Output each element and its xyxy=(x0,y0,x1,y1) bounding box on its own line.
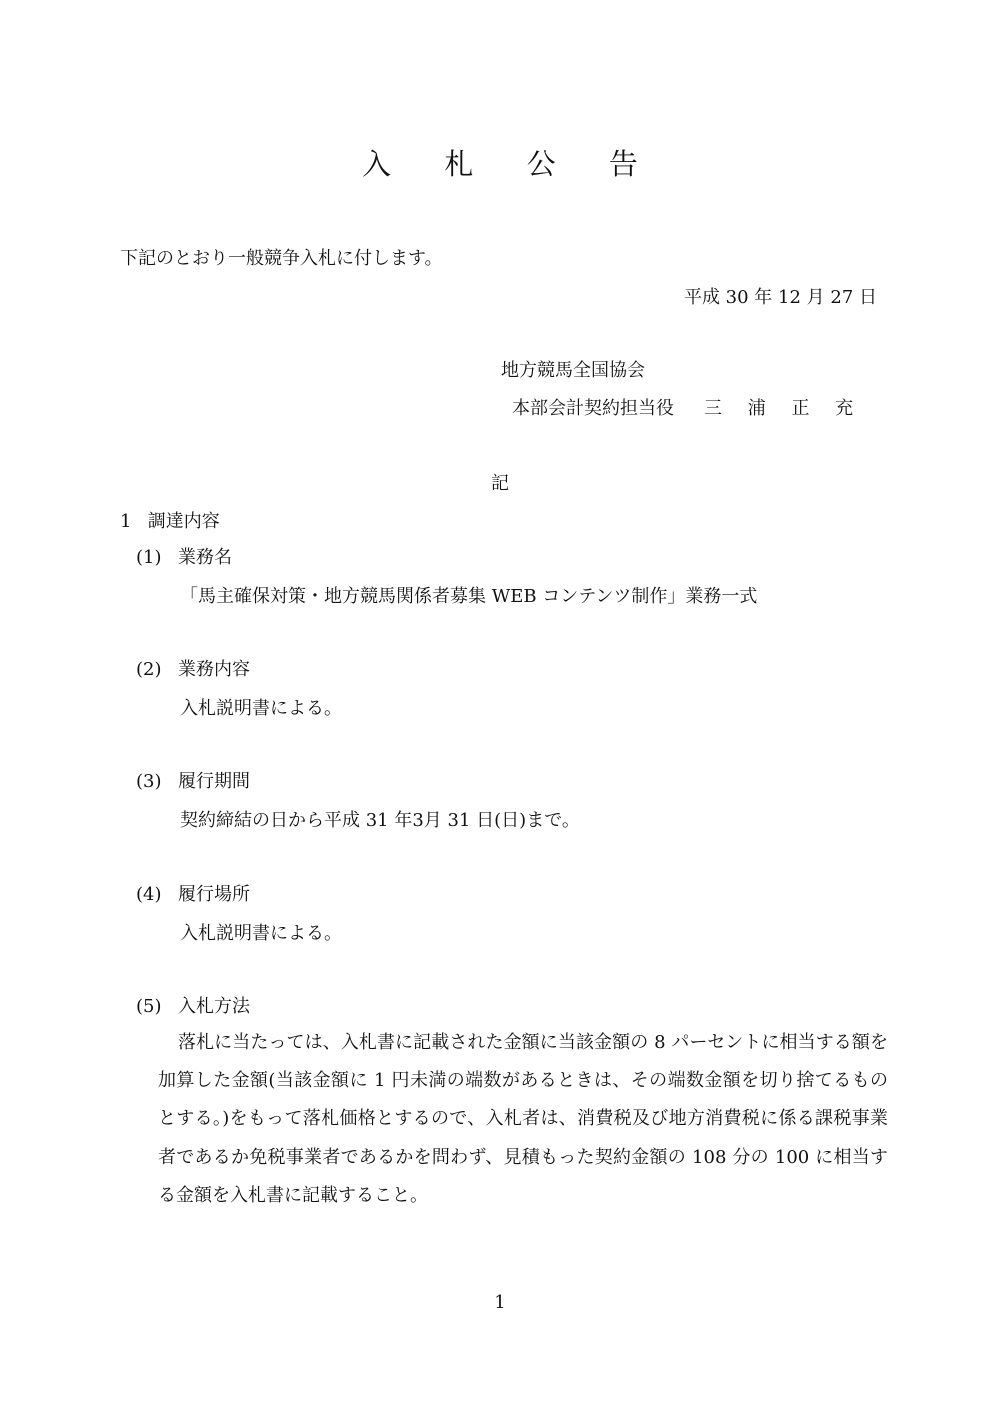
organization-name: 地方競馬全国協会 xyxy=(501,360,645,381)
item-heading-text: 履行場所 xyxy=(178,884,250,905)
section-heading xyxy=(120,513,220,531)
item-heading xyxy=(136,549,232,567)
document-title: 入 札 公 告 xyxy=(362,147,660,181)
item-body: 「馬主確保対策・地方競馬関係者募集 WEB コンテンツ制作」業務一式 xyxy=(180,586,758,607)
item-number: (3) xyxy=(136,771,162,792)
item-body: 契約締結の日から平成 31 年3月 31 日(日)まで。 xyxy=(180,810,580,831)
item-heading xyxy=(136,661,250,679)
item-number: (2) xyxy=(136,659,162,680)
item-body: 入札説明書による。 xyxy=(180,698,342,719)
item-paragraph: 落札に当たっては、入札書に記載された金額に当該金額の 8 パーセントに相当する額を加算した金額(当該金額に 1 円未満の端数があるときは、その端数金額を切り捨てるものとする。)をもって落札価格とするので、入札者は、消費税及び地方消費税に係る課税事業者であるか免税事業者であるかを問わず、見積もった契約金額の 108 分の 100 に相当する金額を入札書に記載すること。 xyxy=(158,1032,888,1206)
section-title-text: 調達内容 xyxy=(147,511,220,532)
officer-line xyxy=(512,400,863,418)
officer-name: 三 浦 正 充 xyxy=(704,398,864,419)
page-number: 1 xyxy=(494,1292,506,1313)
item-heading-text: 入札方法 xyxy=(178,996,250,1017)
ki-heading: 記 xyxy=(491,473,509,494)
item-number: (5) xyxy=(136,996,162,1017)
item-body: 入札説明書による。 xyxy=(180,923,342,944)
item-number: (1) xyxy=(136,547,162,568)
item-heading-text: 業務内容 xyxy=(178,659,250,680)
section-number: 1 xyxy=(120,511,132,532)
item-heading-text: 履行期間 xyxy=(178,771,250,792)
intro-text: 下記のとおり一般競争入札に付します。 xyxy=(120,248,443,269)
item-heading xyxy=(136,773,250,791)
item-heading xyxy=(136,998,250,1016)
item-number: (4) xyxy=(136,884,162,905)
item-heading xyxy=(136,886,250,904)
notice-date: 平成 30 年 12 月 27 日 xyxy=(683,287,877,308)
item-heading-text: 業務名 xyxy=(178,547,232,568)
officer-role: 本部会計契約担当役 xyxy=(512,398,674,419)
